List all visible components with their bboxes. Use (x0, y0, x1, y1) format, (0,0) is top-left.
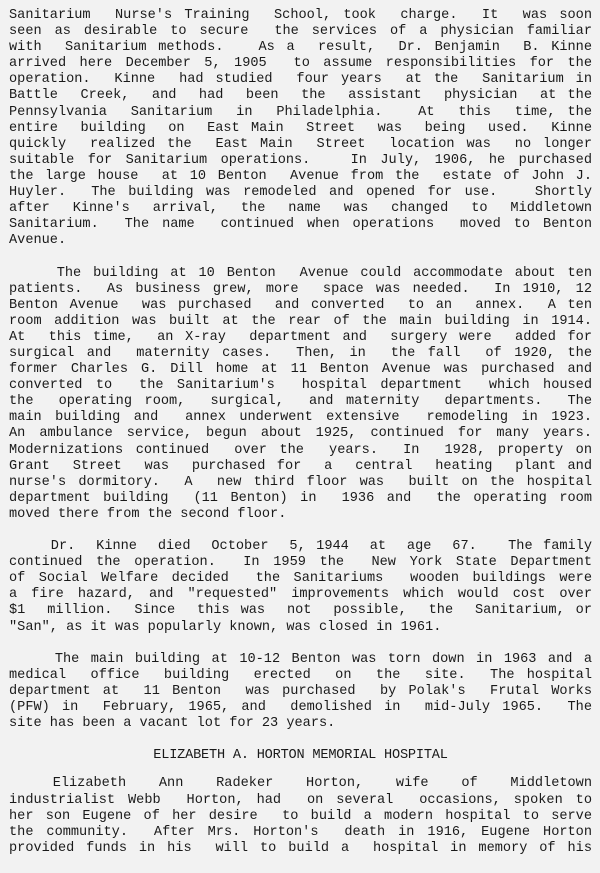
text-line: the operating room, surgical, and maternity departments. The (9, 394, 592, 410)
paragraph-kinne-death-closure (9, 539, 592, 636)
text-line: operation. Kinne had studied four years at the Sanitarium in (9, 72, 592, 88)
text-line: quickly realized the East Main Street location was no longer (9, 136, 592, 152)
text-line: industrialist Webb Horton, had on several occasions, spoken to (9, 792, 592, 808)
text-line: Pennsylvania Sanitarium in Philadelphia. At this time, the (9, 104, 592, 120)
text-line: nurse's dormitory. A new third floor was built on the hospital (9, 474, 592, 490)
text-line: provided funds in his will to build a hospital in memory of his (9, 840, 592, 856)
text-line: patients. As business grew, more space was needed. In 1910, 12 (9, 281, 592, 297)
text-line: moved there from the second floor. (9, 506, 287, 522)
paragraph-benton-avenue-expansion (9, 266, 592, 524)
text-line: Battle Creek, and had been the assistant physician at the (9, 88, 592, 104)
text-line: (PFW) in February, 1965, and demolished in mid-July 1965. The (9, 700, 592, 716)
text-line: At this time, an X-ray department and surgery were added for (9, 329, 592, 345)
text-line: arrived here December 5, 1905 to assume responsibilities for the (9, 56, 592, 72)
text-line: Elizabeth Ann Radeker Horton, wife of Middletown (9, 776, 592, 792)
text-line: Avenue. (9, 233, 67, 249)
text-line: department at 11 Benton was purchased by Polak's Frutal Works (9, 683, 592, 699)
text-line: surgical and maternity cases. Then, in the fall of 1920, the (9, 345, 592, 361)
text-line: Modernizations continued over the years. In 1928, property on (9, 442, 592, 458)
text-line: The main building at 10-12 Benton was torn down in 1963 and a (9, 651, 592, 667)
document-page (9, 8, 592, 873)
text-line: former Charles G. Dill home at 11 Benton Avenue was purchased and (9, 362, 592, 378)
text-line: Sanitarium Nurse's Training School, took charge. It was soon (9, 8, 592, 23)
text-line: entire building on East Main Street was being used. Kinne (9, 120, 592, 136)
text-line: her son Eugene of her desire to build a modern hospital to serve (9, 808, 592, 824)
text-line: room addition was built at the rear of the main building in 1914. (9, 313, 592, 329)
text-line: converted to the Sanitarium's hospital department which housed (9, 378, 592, 394)
text-line: medical office building erected on the site. The hospital (9, 667, 592, 683)
text-line: the large house at 10 Benton Avenue from the estate of John J. (9, 168, 592, 184)
text-line: after Kinne's arrival, the name was changed to Middletown (9, 201, 592, 217)
text-line: suitable for Sanitarium operations. In July, 1906, he purchased (9, 152, 592, 168)
text-line: site has been a vacant lot for 23 years. (9, 716, 336, 732)
paragraph-horton-hospital (9, 776, 592, 856)
text-line: of Social Welfare decided the Sanitariums wooden buildings were (9, 571, 592, 587)
section-heading: ELIZABETH A. HORTON MEMORIAL HOSPITAL (153, 748, 448, 764)
text-line: seen as desirable to secure the services of a physician familiar (9, 24, 592, 40)
text-line: An ambulance service, begun about 1925, continued for many years. (9, 426, 592, 442)
text-line: Dr. Kinne died October 5, 1944 at age 67. The family (9, 539, 592, 555)
text-line: department building (11 Benton) in 1936 and the operating room (9, 490, 592, 506)
paragraph-sanitarium-nurse-school (9, 8, 592, 249)
text-line: Sanitarium. The name continued when operations moved to Benton (9, 217, 592, 233)
text-line: The building at 10 Benton Avenue could accommodate about ten (9, 265, 592, 281)
text-line: "San", as it was popularly known, was closed in 1961. (9, 619, 442, 635)
text-line: Huyler. The building was remodeled and opened for use. Shortly (9, 185, 592, 201)
text-line: with Sanitarium methods. As a result, Dr. Benjamin B. Kinne (9, 40, 592, 56)
text-line: Grant Street was purchased for a central heating plant and (9, 458, 592, 474)
text-line: Benton Avenue was purchased and converted to an annex. A ten (9, 297, 592, 313)
paragraph-demolition (9, 652, 592, 732)
text-line: continued the operation. In 1959 the New York State Department (9, 555, 592, 571)
text-line: the community. After Mrs. Horton's death in 1916, Eugene Horton (9, 824, 592, 840)
text-line: main building and annex underwent extensive remodeling in 1923. (9, 410, 592, 426)
text-line: $1 million. Since this was not possible, the Sanitarium, or (9, 603, 592, 619)
text-line: a fire hazard, and "requested" improvements which would cost over (9, 587, 592, 603)
